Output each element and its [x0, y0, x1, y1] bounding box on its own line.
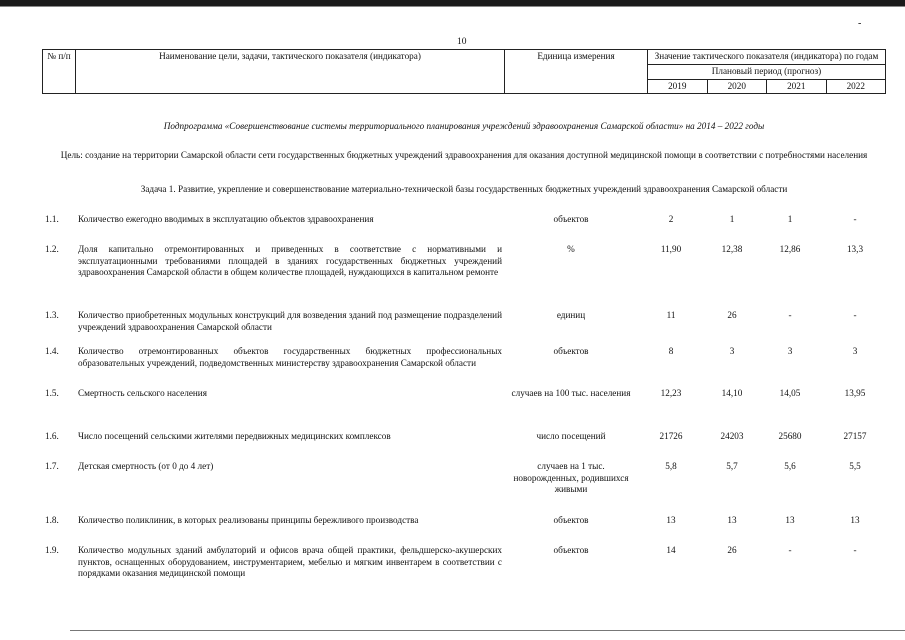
row-number: 1.2.: [45, 244, 59, 254]
row-name: Количество поликлиник, в которых реализованы принципы бережливого производства: [78, 515, 419, 525]
row-value-2022: 13,3: [846, 244, 864, 254]
row-value-2019: 12,23: [660, 388, 682, 398]
row-name: Детская смертность (от 0 до 4 лет): [78, 461, 214, 471]
row-unit: объектов: [553, 214, 589, 224]
row-value-2020: 5,7: [726, 461, 738, 471]
row-value-2020: 26: [727, 310, 737, 320]
row-value-2020: 3: [729, 346, 735, 356]
row-unit: объектов: [553, 346, 589, 356]
row-value-2019: 11,90: [660, 244, 682, 254]
header-year-2020: 2020: [707, 79, 767, 94]
scan-mark: -: [858, 18, 862, 29]
row-number: 1.3.: [45, 310, 59, 320]
row-value-2021: 1: [787, 214, 793, 224]
row-name: Количество ежегодно вводимых в эксплуатацию объектов здравоохранения: [78, 214, 374, 224]
row-value-2022: 27157: [843, 431, 867, 441]
row-value-2021: -: [788, 310, 792, 320]
row-value-2019: 11: [666, 310, 676, 320]
row-number: 1.8.: [45, 515, 59, 525]
row-value-2019: 14: [666, 545, 676, 555]
row-value-2019: 5,8: [665, 461, 677, 471]
subprogram-title: Подпрограмма «Совершенствование системы территориального планирования учреждений здравоохранения Самарской области» на 2014 – 2022 годы: [163, 121, 765, 131]
row-value-2022: -: [853, 310, 857, 320]
row-number: 1.4.: [45, 346, 59, 356]
header-year-2021: 2021: [767, 79, 827, 94]
row-value-2022: 5,5: [849, 461, 861, 471]
row-value-2021: 3: [787, 346, 793, 356]
row-value-2022: 13,95: [844, 388, 866, 398]
table-header: [42, 49, 886, 94]
row-value-2022: -: [853, 214, 857, 224]
row-value-2020: 13: [727, 515, 737, 525]
goal-text: Цель: создание на территории Самарской области сети государственных бюджетных учреждений здравоохранения для оказания доступной медицинской помощи в соответствии с потребностями населения: [60, 150, 868, 160]
row-value-2020: 24203: [720, 431, 744, 441]
header-year-2019: 2019: [648, 79, 708, 94]
row-value-2019: 13: [666, 515, 676, 525]
header-unit: Единица измерения: [505, 50, 648, 94]
row-value-2021: 12,86: [779, 244, 801, 254]
scan-top-border-thin: [0, 6, 905, 7]
row-name: Количество приобретенных модульных конструкций для возведения зданий под размещение подразделений учреждений здравоохранения Самарской области: [78, 310, 502, 332]
row-name: Количество модульных зданий амбулаторий и офисов врача общей практики, фельдшерско-акушерских пунктов, оснащенных оборудованием, инструментарием, мебелью и мягким инвентарем в соответствии с порядками оказания медицинской помощи: [78, 545, 502, 578]
row-unit: случаев на 100 тыс. населения: [511, 388, 631, 398]
row-value-2020: 14,10: [721, 388, 743, 398]
row-unit: %: [567, 244, 575, 254]
row-value-2021: 5,6: [784, 461, 796, 471]
row-value-2021: 14,05: [779, 388, 801, 398]
row-unit: объектов: [553, 545, 589, 555]
header-year-2022: 2022: [826, 79, 886, 94]
row-unit: случаев на 1 тыс. новорожденных, родившихся живыми: [513, 461, 629, 494]
task-text: Задача 1. Развитие, укрепление и совершенствование материально-технической базы государственных бюджетных учреждений здравоохранения Самарской области: [140, 184, 788, 194]
row-unit: объектов: [553, 515, 589, 525]
row-value-2021: 13: [785, 515, 795, 525]
row-unit: единиц: [556, 310, 586, 320]
row-value-2021: 25680: [778, 431, 802, 441]
row-name: Количество отремонтированных объектов государственных бюджетных профессиональных образовательных учреждений, подведомственных министерству здравоохранения Самарской области: [78, 346, 502, 368]
row-value-2020: 12,38: [721, 244, 743, 254]
row-value-2019: 2: [668, 214, 674, 224]
row-value-2020: 26: [727, 545, 737, 555]
row-name: Число посещений сельскими жителями передвижных медицинских комплексов: [78, 431, 391, 441]
row-value-2022: -: [853, 545, 857, 555]
page-number: 10: [457, 37, 467, 47]
row-value-2022: 13: [850, 515, 860, 525]
row-value-2021: -: [788, 545, 792, 555]
row-value-2020: 1: [729, 214, 735, 224]
row-number: 1.7.: [45, 461, 59, 471]
row-name: Смертность сельского населения: [78, 388, 207, 398]
scan-bottom-border: [70, 630, 905, 631]
row-number: 1.9.: [45, 545, 59, 555]
row-value-2022: 3: [852, 346, 858, 356]
header-plan-period: Плановый период (прогноз): [648, 65, 886, 80]
row-value-2019: 21726: [659, 431, 683, 441]
header-no: № п/п: [43, 50, 76, 94]
row-unit: число посещений: [536, 431, 606, 441]
row-number: 1.6.: [45, 431, 59, 441]
row-value-2019: 8: [668, 346, 674, 356]
row-name: Доля капитально отремонтированных и приведенных в соответствие с нормативными и эксплуатационными требованиями площадей в зданиях государственных бюджетных учреждений здравоохранения Самарской области в общем количестве площадей, нуждающихся в капитальном ремонте: [78, 244, 502, 277]
header-value-title: Значение тактического показателя (индикатора) по годам: [648, 50, 886, 65]
row-number: 1.1.: [45, 214, 59, 224]
header-name: Наименование цели, задачи, тактического показателя (индикатора): [76, 50, 505, 94]
row-number: 1.5.: [45, 388, 59, 398]
